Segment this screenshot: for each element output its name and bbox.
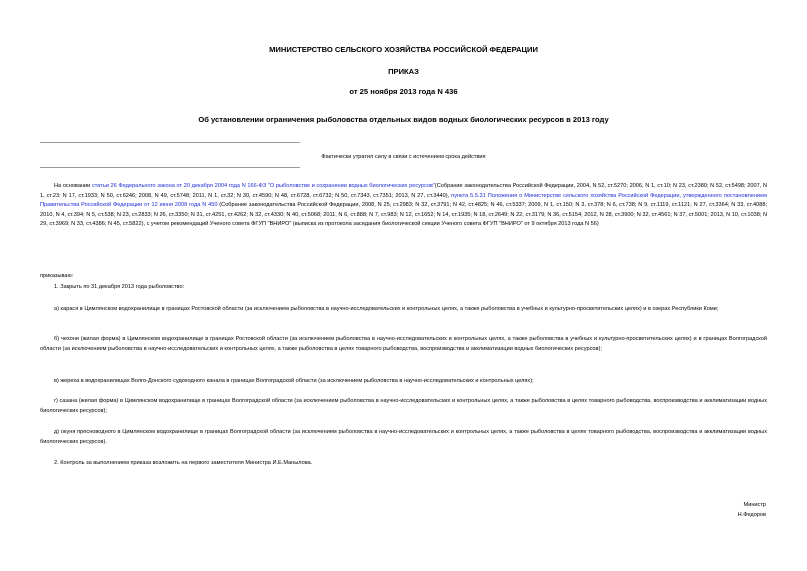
- divider-top: [40, 142, 300, 143]
- preamble-text-1: На основании: [54, 183, 92, 189]
- signature-name: Н.Федоров: [737, 512, 766, 518]
- subitem-g: г) сазана (жилая форма) в Цимлянском водохранилище в границах Волгоградской области (за исключением рыболовства в научно-исследовательских и контрольных целях, а также рыболовства в целях товарного рыбоводства, воспроизводства и акклиматизации водных биологических ресурсов);: [40, 398, 767, 414]
- subitem-a: а) карася в Цимлянском водохранилище в границах Ростовской области (за исключением рыболовства в научно-исследовательских и контрольных целях, а также рыболовства в учебных и культурно-просветительских целях) и в озерах Республики Коми;: [54, 306, 719, 312]
- document-type: ПРИКАЗ: [388, 67, 419, 76]
- ministry-heading: МИНИСТЕРСТВО СЕЛЬСКОГО ХОЗЯЙСТВА РОССИЙСКОЙ ФЕДЕРАЦИИ: [269, 45, 538, 54]
- item-1: 1. Закрыть по 31 декабря 2013 года рыболовство:: [54, 284, 185, 290]
- subitem-b: б) чехони (жилая форма) в Цимлянском водохранилище в границах Ростовской области (за исключением рыболовства в научно-исследовательских и контрольных целях, а также рыболовства в учебных и культурно-просветительских целях) и в границах Волгоградской области (за исключением рыболовства в научно-исследовательских и контрольных целях, а также рыболовства в целях товарного рыбоводства, воспроизводства и акклиматизации водных биологических ресурсов);: [40, 336, 767, 352]
- status-note: Фактически утратил силу в связи с истечением срока действия: [321, 154, 486, 160]
- document-title: Об установлении ограничения рыболовства отдельных видов водных биологических ресурсов в 2013 году: [198, 115, 609, 124]
- preamble-text-2: (Собрание законодательства Российской Федерации, 2004, N 52, ст.5270; 2006, N 1, ст.10; N 23, ст.2380; N 52, ст.5498; 2007, N 1, ст.23; N 17, ст.1933; N 50, ст.6246; 2008, N 49, ст.5748; 2011, N 1, ст.32; N 30, ст.4590; N 48, ст.6728, ст.6732; N 50, ст.7343, ст.7351; 2013, N 27, ст.3440),: [40, 183, 767, 199]
- subitem-d: д) окуня пресноводного в Цимлянском водохранилище в границах Волгоградской области (за исключением рыболовства в научно-исследовательских и контрольных целях, а также рыболовства в целях товарного рыбоводства, воспроизводства и акклиматизации водных биологических ресурсов).: [40, 429, 767, 445]
- order-word: приказываю:: [40, 273, 74, 279]
- preamble-text-3: (Собрание законодательства Российской Федерации, 2008, N 25, ст.2983; N 32, ст.3791; N 42, ст.4825; N 46, ст.5337; 2009, N 1, ст.150; N 3, ст.378; N 6, ст.738; N 9, ст.1119, ст.1121; N 27, ст.3364; N 33, ст.4088; 2010, N 4, ст.394; N 5, ст.538; N 23, ст.2833; N 26, ст.3350; N 31, ст.4251, ст.4262; N 32, ст.4330; N 40, ст.5068; 2011, N 6, ст.888; N 7, ст.983; N 12, ст.1652; N 14, ст.1935; N 18, ст.2649; N 22, ст.3179; N 36, ст.5154; 2012, N 28, ст.3900; N 32, ст.4561; N 37, ст.5001; 2013, N 10, ст.1038; N 29, ст.3969; N 33, ст.4386; N 45, ст.5822), с учетом рекомендаций Ученого совета ФГУП "ВНИРО" (выписка из протокола заседания биологической секции Ученого совета ФГУП "ВНИРО" от 9 октября 2013 года N 56): [40, 202, 767, 228]
- divider-bottom: [40, 167, 300, 168]
- federal-law-link[interactable]: статьи 26 Федерального закона от 20 декабря 2004 года N 166-ФЗ "О рыболовстве и сохранении водных биологических ресурсов": [91, 183, 435, 189]
- signature-position: Министр: [743, 502, 766, 508]
- item-2: 2. Контроль за выполнением приказа возложить на первого заместителя Министра И.Е.Манылова.: [54, 460, 313, 466]
- document-date-number: от 25 ноября 2013 года N 436: [349, 87, 458, 96]
- preamble-paragraph: [40, 182, 767, 230]
- regulation-link[interactable]: пункта 5.5.31 Положения о Министерстве сельского хозяйства Российской Федерации, утвержденного постановлением Правительства Российской Федерации от 12 июня 2008 года N 450: [40, 192, 767, 209]
- subitem-v: в) жереха в водохранилищах Волго-Донского судоходного канала в границах Волгоградской области (за исключением рыболовства в научно-исследовательских и контрольных целях);: [54, 378, 534, 384]
